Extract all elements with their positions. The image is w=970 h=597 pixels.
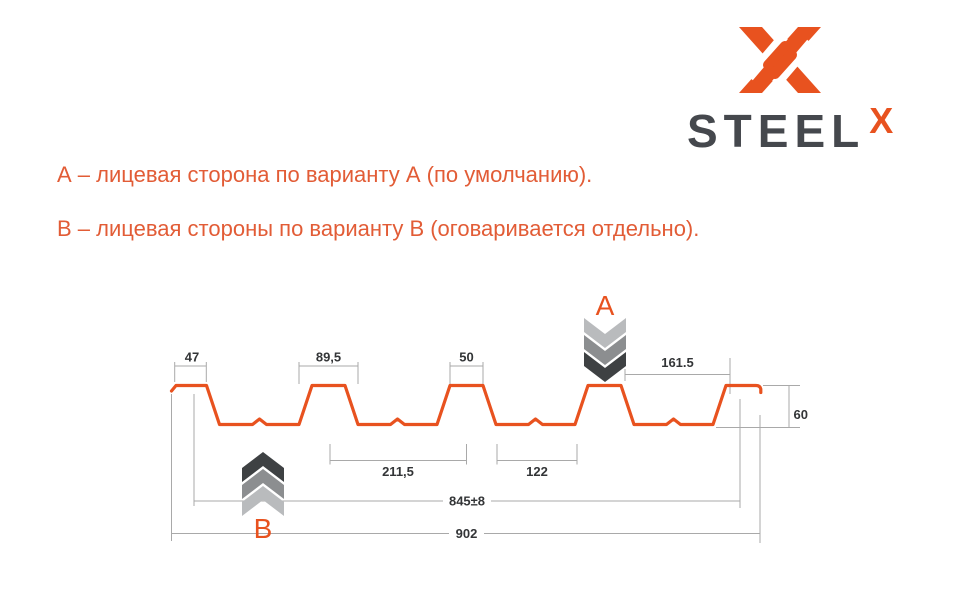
dim-working-width-label: 845±8 — [448, 493, 486, 509]
note-variant-b: В – лицевая стороны по варианту В (оговаривается отдельно). — [57, 216, 700, 241]
dim-crest-pitch-label: 211,5 — [382, 464, 414, 479]
dim-edge-crest-top-label: 47 — [184, 349, 200, 365]
dim-crest-top-label: 50 — [459, 349, 474, 365]
dimension-labels — [185, 350, 808, 542]
note-variant-a: А – лицевая сторона по варианту А (по умолчанию). — [57, 162, 593, 187]
brand-suffix: X — [869, 100, 894, 141]
dim-crest-base-label: 89,5 — [315, 349, 342, 365]
marker-b-letter: B — [253, 513, 273, 544]
marker-a-letter: A — [595, 290, 615, 321]
brand-wordmark: STEEL — [687, 105, 866, 157]
marker-b — [242, 452, 284, 544]
dim-overall-width-label: 902 — [455, 526, 478, 541]
dim-valley-span-label: 122 — [526, 464, 548, 479]
marker-a — [584, 290, 626, 382]
profile-outline — [172, 386, 761, 425]
dim-height-label: 60 — [793, 407, 808, 422]
dim-end-segment-label: 161.5 — [661, 355, 694, 370]
